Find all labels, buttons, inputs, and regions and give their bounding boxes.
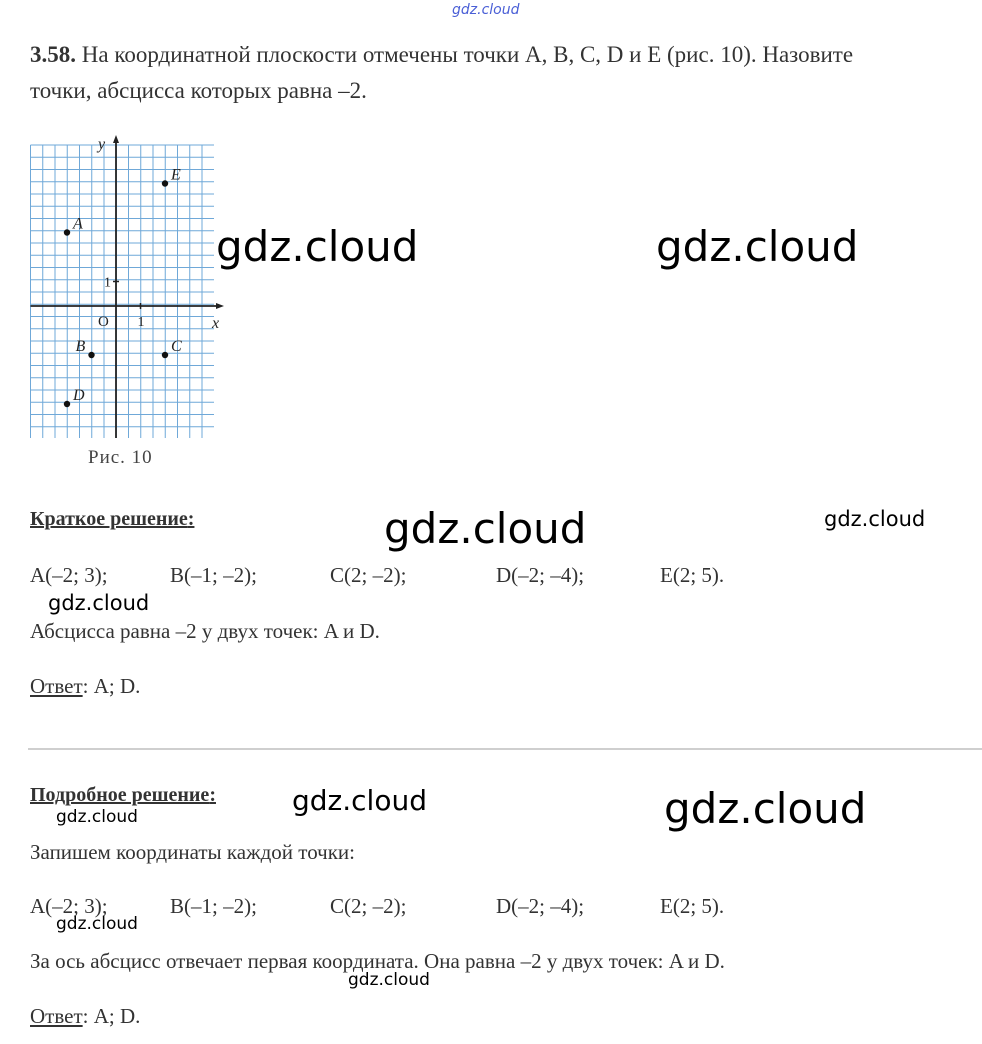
watermark-7: gdz.cloud bbox=[664, 784, 867, 833]
watermark-top: gdz.cloud bbox=[452, 2, 520, 18]
detailed-answer-label: Ответ bbox=[30, 1004, 83, 1028]
detailed-intro: Запишем координаты каждой точки: bbox=[30, 840, 355, 864]
point-label-a: A bbox=[73, 215, 83, 233]
point-d bbox=[64, 401, 70, 407]
short-statement: Абсцисса равна –2 у двух точек: A и D. bbox=[30, 619, 380, 643]
short-answer-label: Ответ bbox=[30, 674, 83, 698]
detailed-statement: За ось абсцисс отвечает первая координата. Она равна –2 у двух точек: A и D. bbox=[30, 949, 725, 973]
point-a bbox=[64, 229, 70, 235]
short-coord-d: D(–2; –4); bbox=[496, 563, 585, 587]
short-coord-e: E(2; 5). bbox=[660, 563, 725, 587]
detailed-coord-c: C(2; –2); bbox=[330, 894, 407, 918]
task-line-1 bbox=[30, 38, 853, 72]
watermark-6: gdz.cloud bbox=[292, 784, 427, 817]
watermark-8: gdz.cloud bbox=[56, 807, 138, 827]
detailed-coord-d: D(–2; –4); bbox=[496, 894, 585, 918]
y-axis-arrow bbox=[113, 135, 119, 143]
y-axis-label: y bbox=[98, 136, 106, 153]
watermark-1: gdz.cloud bbox=[216, 222, 419, 271]
point-e bbox=[162, 180, 168, 186]
origin-label: O bbox=[98, 314, 109, 330]
point-label-d: D bbox=[73, 387, 85, 404]
point-c bbox=[162, 352, 168, 358]
detailed-answer bbox=[30, 1004, 140, 1029]
short-solution-heading: Краткое решение: bbox=[30, 508, 195, 530]
short-coord-b: B(–1; –2); bbox=[170, 563, 257, 587]
point-b bbox=[88, 352, 94, 358]
watermark-10: gdz.cloud bbox=[348, 970, 430, 990]
section-divider bbox=[28, 748, 982, 750]
tick-y-label: 1 bbox=[104, 275, 111, 291]
detailed-solution-heading: Подробное решение: bbox=[30, 784, 216, 806]
detailed-answer-value: : A; D. bbox=[82, 1004, 141, 1028]
grid-lines bbox=[31, 145, 215, 438]
task-number: 3.58. bbox=[30, 42, 76, 67]
short-answer-value: : A; D. bbox=[82, 674, 141, 698]
short-coord-a: A(–2; 3); bbox=[30, 563, 108, 587]
watermark-4: gdz.cloud bbox=[824, 507, 926, 531]
watermark-2: gdz.cloud bbox=[656, 222, 859, 271]
tick-x-label: 1 bbox=[137, 315, 145, 330]
task-line-2: точки, абсцисса которых равна –2. bbox=[30, 78, 367, 103]
short-coord-c: C(2; –2); bbox=[330, 563, 407, 587]
point-label-c: C bbox=[171, 338, 182, 355]
watermark-9: gdz.cloud bbox=[56, 914, 138, 934]
detailed-coord-e: E(2; 5). bbox=[660, 894, 725, 918]
short-answer bbox=[30, 674, 140, 699]
point-label-b: B bbox=[75, 338, 86, 355]
detailed-coord-a: A(–2; 3); bbox=[30, 894, 108, 918]
x-axis-label: x bbox=[212, 315, 220, 332]
watermark-3: gdz.cloud bbox=[384, 504, 587, 553]
task-text-1: На координатной плоскости отмечены точки A, B, C, D и E (рис. 10). Назовите bbox=[81, 42, 854, 67]
coordinate-plane-figure bbox=[30, 128, 230, 438]
point-label-e: E bbox=[171, 166, 181, 184]
figure-caption: Рис. 10 bbox=[88, 447, 153, 468]
detailed-coord-b: B(–1; –2); bbox=[170, 894, 257, 918]
axes bbox=[31, 135, 225, 438]
watermark-5: gdz.cloud bbox=[48, 591, 150, 615]
x-axis-arrow bbox=[216, 303, 224, 309]
